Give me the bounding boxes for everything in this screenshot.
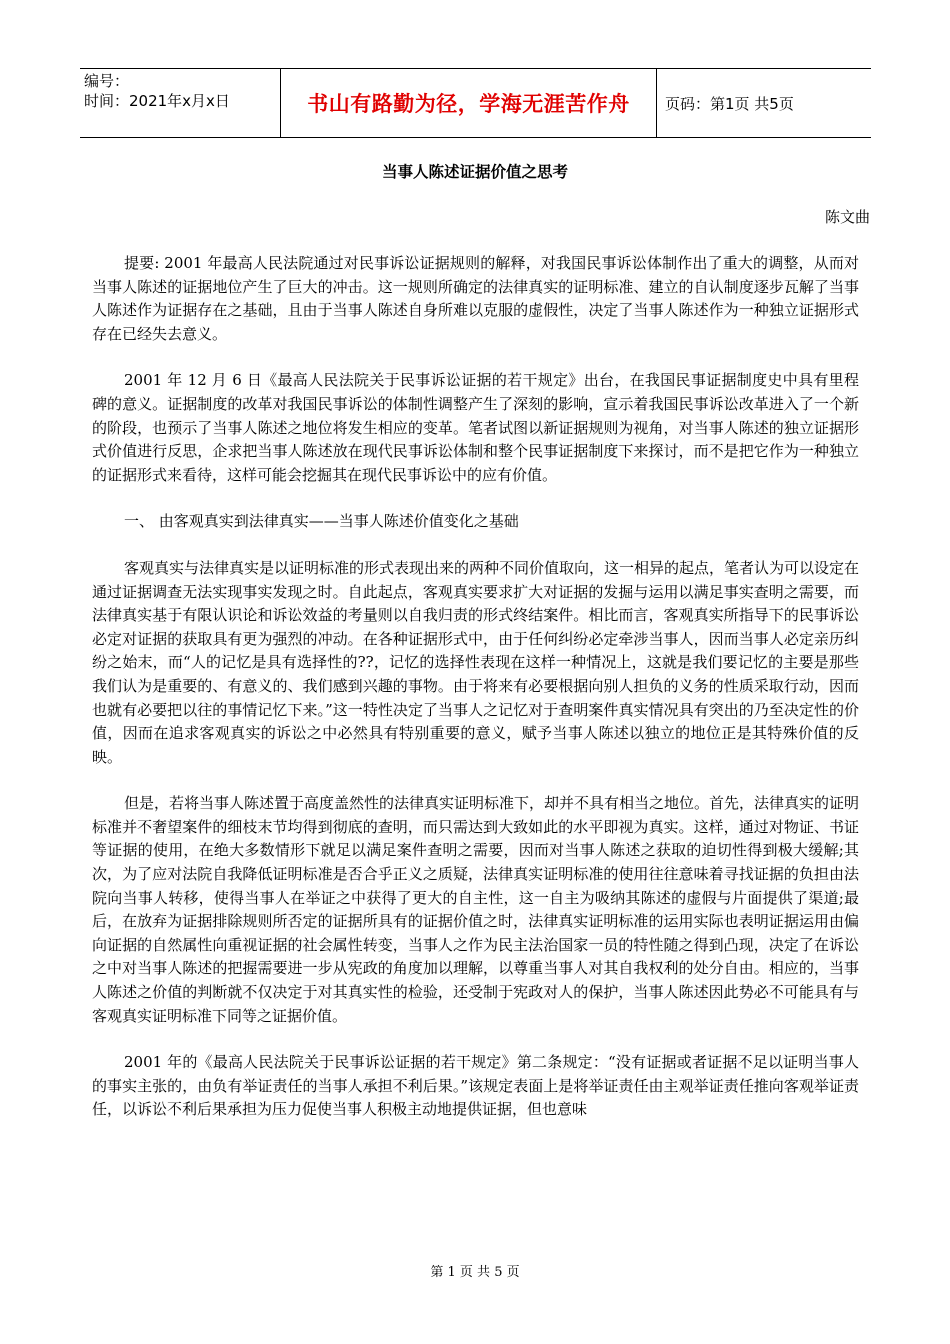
document-title: 当事人陈述证据价值之思考 [381,163,568,181]
document-date: 时间：2021年x月x日 [84,92,230,110]
header-motto: 书山有路勤为径，学海无涯苦作舟 [307,92,630,116]
header-motto-cell [280,69,657,137]
body-paragraph: 客观真实与法律真实是以证明标准的形式表现出来的两种不同价值取向，这一相异的起点，笔者认为可以设定在通过证据调查无法实现事实发现之时。自此起点，客观真实要求扩大对证据的发掘与运用以满足事实查明之需要，而法律真实基于有限认识论和诉讼效益的考量则以自我归责的形式终结案件。相比而言，客观真实所指导下的民事诉讼必定对证据的获取具有更为强烈的冲动。在各种证据形式中，由于任何纠纷必定牵涉当事人，因而当事人必定亲历纠纷之始末，而“人的记忆是具有选择性的??，记忆的选择性表现在这样一种情况上，这就是我们要记忆的主要是那些我们认为是重要的、有意义的、我们感到兴趣的事物。由于将来有必要根据向别人担负的义务的性质采取行动，因而也就有必要把以往的事情记忆下来。”这一特性决定了当事人之记忆对于查明案件真实情况具有突出的乃至决定性的价值，因而在追求客观真实的诉讼之中必然具有特别重要的意义，赋予当事人陈述以独立的地位正是其特殊价值的反映。 [92,558,860,766]
page-header [80,68,871,138]
document-number-label: 编号： [84,72,130,90]
header-page-info: 页码：第1页 共5页 [665,94,794,113]
header-meta [80,69,280,137]
document-author: 陈文曲 [824,208,870,226]
abstract-paragraph: 提要: 2001 年最高人民法院通过对民事诉讼证据规则的解释，对我国民事诉讼体制作出了重大的调整，从而对当事人陈述的证据地位产生了巨大的冲击。这一规则所确定的法律真实的证明标准、建立的自认制度逐步瓦解了当事人陈述作为证据存在之基础，且由于当事人陈述自身所难以克服的虚假性，决定了当事人陈述作为一种独立证据形式存在已经失去意义。 [92,254,859,343]
body-paragraph: 2001 年 12 月 6 日《最高人民法院关于民事诉讼证据的若干规定》出台，在我国民事证据制度史中具有里程碑的意义。证据制度的改革对我国民事诉讼的体制性调整产生了深刻的影响，宣示着我国民事诉讼改革进入了一个新的阶段，也预示了当事人陈述之地位将发生相应的变革。笔者试图以新证据规则为视角，对当事人陈述的独立证据形式价值进行反思，企求把当事人陈述放在现代民事诉讼体制和整个民事证据制度下来探讨，而不是把它作为一种独立的证据形式来看待，这样可能会挖掘其在现代民事诉讼中的应有价值。 [92,371,859,484]
section-heading: 一、 由客观真实到法律真实——当事人陈述价值变化之基础 [124,512,519,531]
page-footer: 第 1 页 共 5 页 [430,1265,520,1280]
body-paragraph: 但是，若将当事人陈述置于高度盖然性的法律真实证明标准下，却并不具有相当之地位。首先，法律真实的证明标准并不奢望案件的细枝末节均得到彻底的查明，而只需达到大致如此的水平即视为真实。这样，通过对物证、书证等证据的使用，在绝大多数情形下就足以满足案件查明之需要，因而对当事人陈述之获取的迫切性得到极大缓解;其次，为了应对法院自我降低证明标准是否合乎正义之质疑，法律真实证明标准的使用往往意味着寻找证据的负担由法院向当事人转移，使得当事人在举证之中获得了更大的自主性，这一自主为吸纳其陈述的虚假与片面提供了渠道;最后，在放弃为证据排除规则所否定的证据所具有的证据价值之时，法律真实证明标准的运用实际也表明证据运用由偏向证据的自然属性向重视证据的社会属性转变，当事人之作为民主法治国家一员的特性随之得到凸现，决定了在诉讼之中对当事人陈述的把握需要进一步从宪政的角度加以理解，以尊重当事人对其自我权利的处分自由。相应的，当事人陈述之价值的判断就不仅决定于对其真实性的检验，还受制于宪政对人的保护，当事人陈述因此势必不可能具有与客观真实证明标准下同等之证据价值。 [92,794,860,1025]
document-body [92,252,859,1145]
body-paragraph: 2001 年的《最高人民法院关于民事诉讼证据的若干规定》第二条规定：“没有证据或者证据不足以证明当事人的事实主张的，由负有举证责任的当事人承担不利后果。”该规定表面上是将举证责任由主观举证责任推向客观举证责任，以诉讼不利后果承担为压力促使当事人积极主动地提供证据，但也意味 [92,1053,859,1119]
